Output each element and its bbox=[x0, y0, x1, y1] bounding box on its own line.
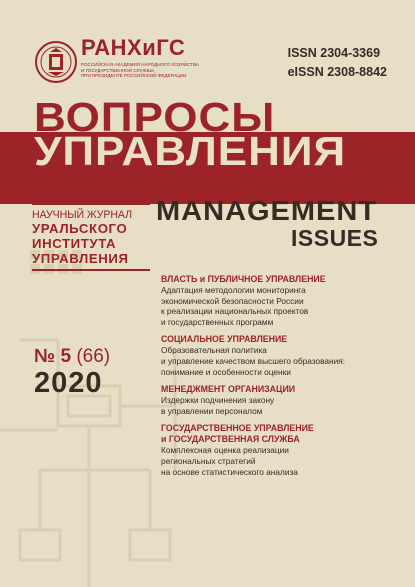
toc-article: Комплексная оценка реализации региональных стратегий на основе статистического анализа bbox=[161, 445, 298, 477]
english-title-line-2: ISSUES bbox=[291, 225, 379, 251]
toc-article: Образовательная политика и управление качеством высшего образования: понимание и особенности оценки bbox=[161, 345, 346, 377]
toc-section bbox=[161, 384, 406, 416]
toc-section-title: ВЛАСТЬ и ПУБЛИЧНОЕ УПРАВЛЕНИЕ bbox=[161, 274, 326, 284]
title-line-2: УПРАВЛЕНИЯ bbox=[34, 129, 347, 175]
toc-article: Издержки подчинения закону в управлении персоналом bbox=[161, 395, 275, 416]
toc-section-title: МЕНЕДЖМЕНТ ОРГАНИЗАЦИИ bbox=[161, 384, 296, 395]
issn-print: ISSN 2304-3369 bbox=[287, 46, 381, 60]
toc-section bbox=[161, 274, 406, 327]
issue-year: 2020 bbox=[34, 367, 103, 399]
issn-block bbox=[288, 44, 387, 82]
toc-section-title: СОЦИАЛЬНОЕ УПРАВЛЕНИЕ bbox=[161, 334, 288, 345]
english-title-line-1: MANAGEMENT bbox=[156, 196, 378, 227]
journal-publisher: УРАЛЬСКОГО ИНСТИТУТА УПРАВЛЕНИЯ bbox=[32, 221, 129, 266]
academy-full-name: РОССИЙСКАЯ АКАДЕМИЯ НАРОДНОГО ХОЗЯЙСТВА И ГОСУДАРСТВЕННОЙ СЛУЖБЫ ПРИ ПРЕЗИДЕНТЕ РОССИЙСКОЙ ФЕДЕРАЦИИ bbox=[81, 62, 199, 79]
issue-number: № 5 (66) bbox=[34, 346, 111, 367]
issn-electronic: eISSN 2308-8842 bbox=[287, 65, 387, 79]
table-of-contents bbox=[161, 274, 406, 484]
academy-emblem-icon bbox=[34, 40, 78, 84]
title-line-1: ВОПРОСЫ bbox=[34, 95, 276, 141]
academy-name: РАНХиГС bbox=[81, 35, 186, 60]
journal-type: НАУЧНЫЙ ЖУРНАЛ bbox=[32, 209, 132, 221]
toc-section-title: ГОСУДАРСТВЕННОЕ УПРАВЛЕНИЕ и ГОСУДАРСТВЕННАЯ СЛУЖБА bbox=[161, 423, 314, 445]
toc-section bbox=[161, 334, 406, 377]
toc-article: Адаптация методологии мониторинга экономической безопасности России к реализации национальных проектов и государственных программ bbox=[161, 285, 309, 327]
toc-section bbox=[161, 423, 406, 477]
